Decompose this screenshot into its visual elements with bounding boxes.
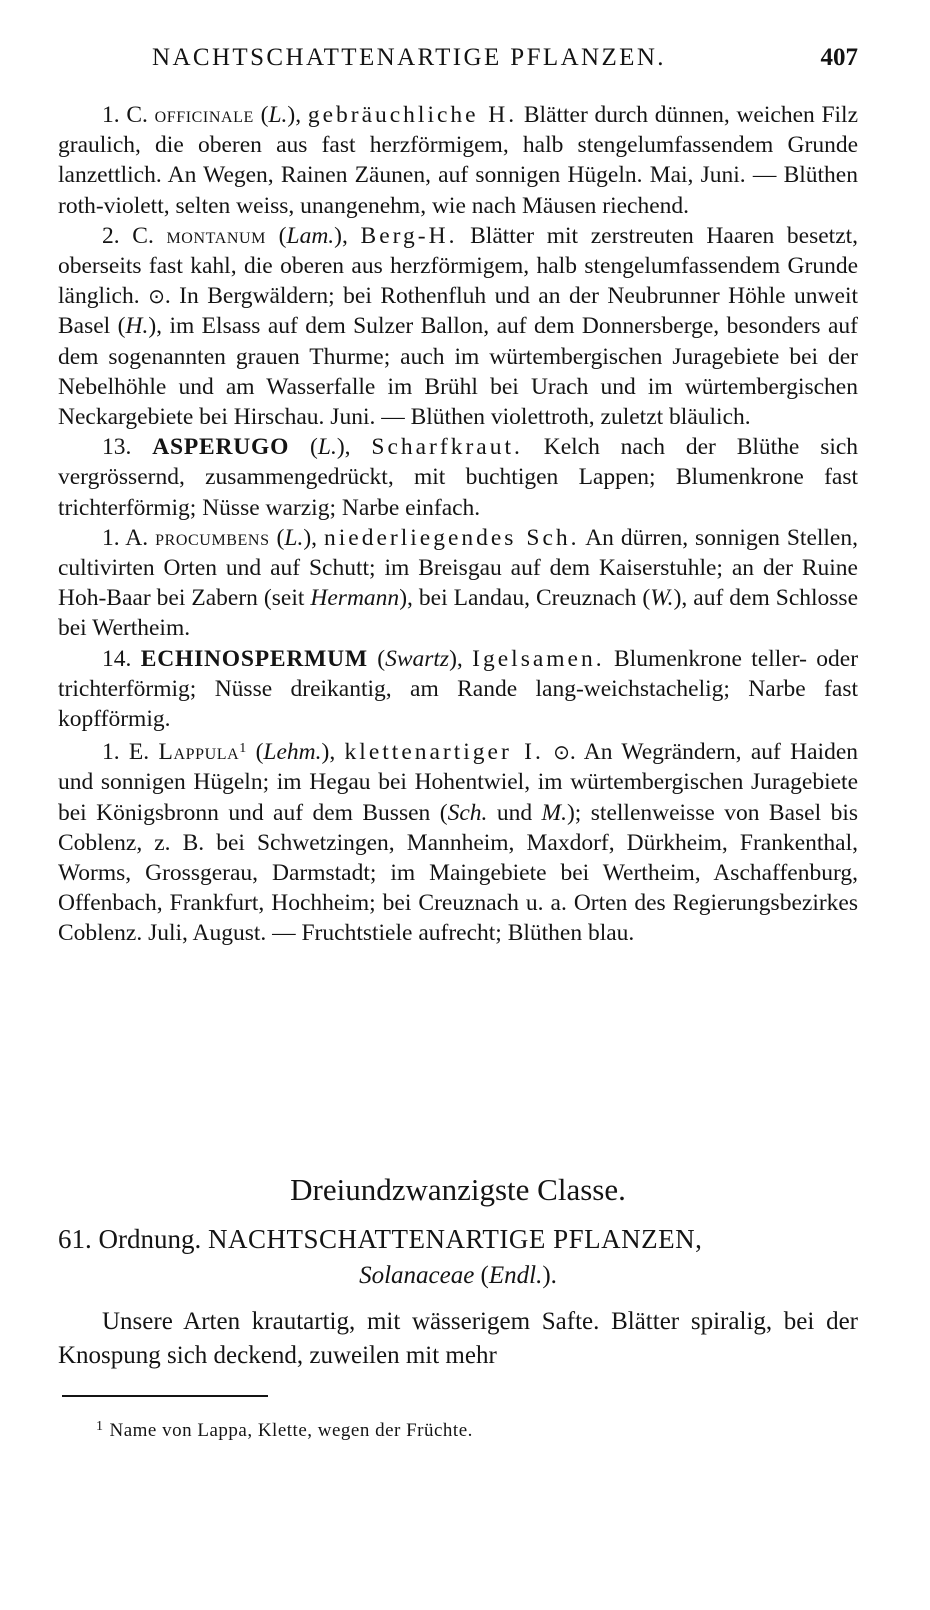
footnote-divider	[62, 1395, 268, 1397]
family-heading: Solanaceae (Endl.).	[359, 1262, 557, 1289]
species-name: officinale	[154, 102, 254, 128]
common-name: Scharfkraut.	[371, 434, 523, 461]
citation: H.	[125, 313, 149, 340]
entry-description-cont: . In Bergwäldern; bei Rothenfluh und an der Neubrunner Höhle unweit Basel (	[58, 283, 859, 340]
entry-description: An dürren, sonnigen Stellen, cultivirten Orten und auf Schutt; im Breisgau auf dem Kaiserstuhle; an der Ruine Hoh-Baar bei Zabern (seit	[58, 524, 858, 612]
species-entry-lappula: 1. E. Lappula$^1$ (Lehm.), klettenartiger I. ⊙. An Wegrändern, auf Haiden und sonnigen Hügeln; im Hegau bei Hohentwiel, im würtembergischen Juragebiete bei Königsbronn und auf dem Bussen (Sch. und M.); stellenweisse von Basel bis Coblenz, z. B. bei Schwetzingen, Mannheim, Maxdorf, Dürkheim, Frankenthal, Worms, Grossgerau, Darmstadt; im Maingebiete bei Wertheim, Aschaffenburg, Offenbach, Frankfurt, Hochheim; bei Creuznach u. a. Orten des Regierungsbezirkes Coblenz. Juli, August. — Fruchtstiele aufrecht; Blüthen blau.	[58, 739, 859, 947]
footnote-reference: 1	[239, 741, 247, 757]
genus-entry-asperugo: 13. ASPERUGO (L.), Scharfkraut. Kelch nach der Blüthe sich vergrössernd, zusammengedrückt, mit buchtigen Lappen; Blumenkrone fast trichterförmig; Nüsse warzig; Narbe einfach.	[58, 434, 859, 521]
common-name: Igelsamen.	[472, 645, 605, 672]
citation: Hermann	[310, 585, 400, 612]
author: L.	[284, 524, 304, 551]
author: Lam.	[286, 222, 335, 249]
entry-number: 1. C.	[102, 102, 148, 128]
citation: M.	[541, 799, 567, 826]
order-number: 61.	[58, 1224, 92, 1254]
order-description-text: Unsere Arten krautartig, mit wässerigem Safte. Blätter spiralig, bei der Knospung sich deckend, zuweilen mit mehr	[58, 1308, 858, 1369]
entry-description: Blätter mit zerstreuten Haaren besetzt, oberseits fast kahl, die oberen aus herzförmigem, halb stengelumfassendem Grunde länglich.	[58, 222, 859, 310]
family-author: Endl.	[488, 1262, 543, 1289]
common-name: gebräuchliche H.	[307, 102, 518, 128]
species-name: montanum	[166, 222, 267, 249]
entry-description-end: ), auf dem Schlosse bei Wertheim.	[58, 585, 858, 642]
entry-number: 1. A.	[102, 524, 149, 551]
citation: W.	[650, 585, 674, 612]
entry-number: 1. E.	[102, 739, 150, 766]
citation: Sch.	[447, 799, 488, 826]
author: L.	[317, 434, 337, 461]
order-word: Ordnung.	[98, 1224, 202, 1254]
footnote-text: Name von Lappa, Klette, wegen der Früchte.	[109, 1420, 473, 1441]
annual-plant-icon: ⊙	[553, 740, 570, 765]
genus-name: ECHINOSPERMUM	[140, 645, 368, 672]
genus-description: Blumenkrone teller- oder trichterförmig; Nüsse dreikantig, am Rande lang-weichstachelig; Narbe fast kopfförmig.	[58, 645, 859, 733]
entry-description-end: ); stellenweisse von Basel bis Coblenz, z. B. bei Schwetzingen, Mannheim, Maxdorf, Dürkheim, Frankenthal, Worms, Grossgerau, Darmstadt; im Maingebiete bei Wertheim, Aschaffenburg, Offenbach, Frankfurt, Hochheim; bei Creuznach u. a. Orten des Regierungsbezirkes Coblenz. Juli, August. — Fruchtstiele aufrecht; Blüthen blau.	[58, 799, 859, 947]
species-entry-officinale: 1. C. officinale (L.), gebräuchliche H. Blätter durch dünnen, weichen Filz graulich, die oberen aus fast herzförmigem, halb stengelumfassendem Grunde lanzettlich. An Wegen, Rainen Zäunen, auf sonnigen Hügeln. Mai, Juni. — Blüthen roth-violett, selten weiss, unangenehm, wie nach Mäusen riechend.	[58, 102, 859, 219]
species-name: Lappula	[158, 739, 240, 766]
footnote-number: 1	[96, 1419, 104, 1434]
genus-number: 13.	[102, 434, 132, 461]
running-title: NACHTSCHATTENARTIGE PFLANZEN.	[152, 44, 666, 71]
genus-name: ASPERUGO	[152, 434, 290, 461]
species-name: procumbens	[155, 524, 270, 551]
order-heading	[58, 1222, 858, 1256]
entry-number: 2. C.	[102, 222, 154, 249]
common-name: Berg-H.	[360, 222, 458, 249]
author: Lehm.	[263, 739, 322, 766]
author: Swartz	[385, 645, 450, 672]
entry-description-end: ), im Elsass auf dem Sulzer Ballon, auf dem Donnersberge, besonders auf dem sogenannten grauen Thurme; auch im würtembergischen Juragebiete bei der Nebelhöhle und am Wasserfalle im Brühl bei Urach und im würtembergischen Neckargebiete bei Hirschau. Juni. — Blüthen violettroth, zuletzt bläulich.	[58, 313, 858, 431]
page-number: 407	[820, 44, 858, 71]
species-entry-procumbens: 1. A. procumbens (L.), niederliegendes Sch. An dürren, sonnigen Stellen, cultivirten Orten und auf Schutt; im Breisgau auf dem Kaiserstuhle; an der Ruine Hoh-Baar bei Zabern (seit Hermann), bei Landau, Creuznach (W.), auf dem Schlosse bei Wertheim.	[58, 524, 858, 642]
author: L.	[268, 102, 288, 128]
order-description	[58, 1305, 858, 1373]
common-name: niederliegendes Sch.	[323, 524, 580, 551]
entry-description: . An Wegrändern, auf Haiden und sonnigen Hügeln; im Hegau bei Hohentwiel, im würtembergischen Juragebiete bei Königsbronn und auf dem Bussen (	[58, 739, 859, 826]
running-header	[58, 38, 858, 78]
species-entry-montanum: 2. C. montanum (Lam.), Berg-H. Blätter mit zerstreuten Haaren besetzt, oberseits fast kahl, die oberen aus herzförmigem, halb stengelumfassendem Grunde länglich. ⊙. In Bergwäldern; bei Rothenfluh und an der Neubrunner Höhle unweit Basel (H.), im Elsass auf dem Sulzer Ballon, auf dem Donnersberge, besonders auf dem sogenannten grauen Thurme; auch im würtembergischen Juragebiete bei der Nebelhöhle und am Wasserfalle im Brühl bei Urach und im würtembergischen Neckargebiete bei Hirschau. Juni. — Blüthen violettroth, zuletzt bläulich.	[58, 222, 859, 431]
genus-entry-echinospermum: 14. ECHINOSPERMUM (Swartz), Igelsamen. Blumenkrone teller- oder trichterförmig; Nüsse dreikantig, am Rande lang-weichstachelig; Narbe fast kopfförmig.	[58, 645, 859, 733]
footnote	[96, 1414, 856, 1444]
genus-number: 14.	[102, 645, 132, 672]
genus-description: Kelch nach der Blüthe sich vergrössernd, zusammengedrückt, mit buchtigen Lappen; Blumenkrone fast trichterförmig; Nüsse warzig; Narbe einfach.	[58, 434, 859, 521]
class-heading: Dreiundzwanzigste Classe.	[290, 1172, 626, 1207]
conjunction: und	[496, 799, 533, 826]
order-name: NACHTSCHATTENARTIGE PFLANZEN,	[208, 1224, 703, 1254]
annual-plant-icon: ⊙	[148, 284, 165, 309]
family-name: Solanaceae	[359, 1262, 475, 1289]
entry-description: Blätter durch dünnen, weichen Filz graulich, die oberen aus fast herzförmigem, halb stengelumfassendem Grunde lanzettlich. An Wegen, Rainen Zäunen, auf sonnigen Hügeln. Mai, Juni. — Blüthen roth-violett, selten weiss, unangenehm, wie nach Mäusen riechend.	[58, 102, 859, 219]
entry-description-cont: ), bei Landau, Creuznach (	[399, 585, 651, 612]
common-name: klettenartiger I.	[344, 739, 544, 766]
main-text	[58, 100, 858, 949]
